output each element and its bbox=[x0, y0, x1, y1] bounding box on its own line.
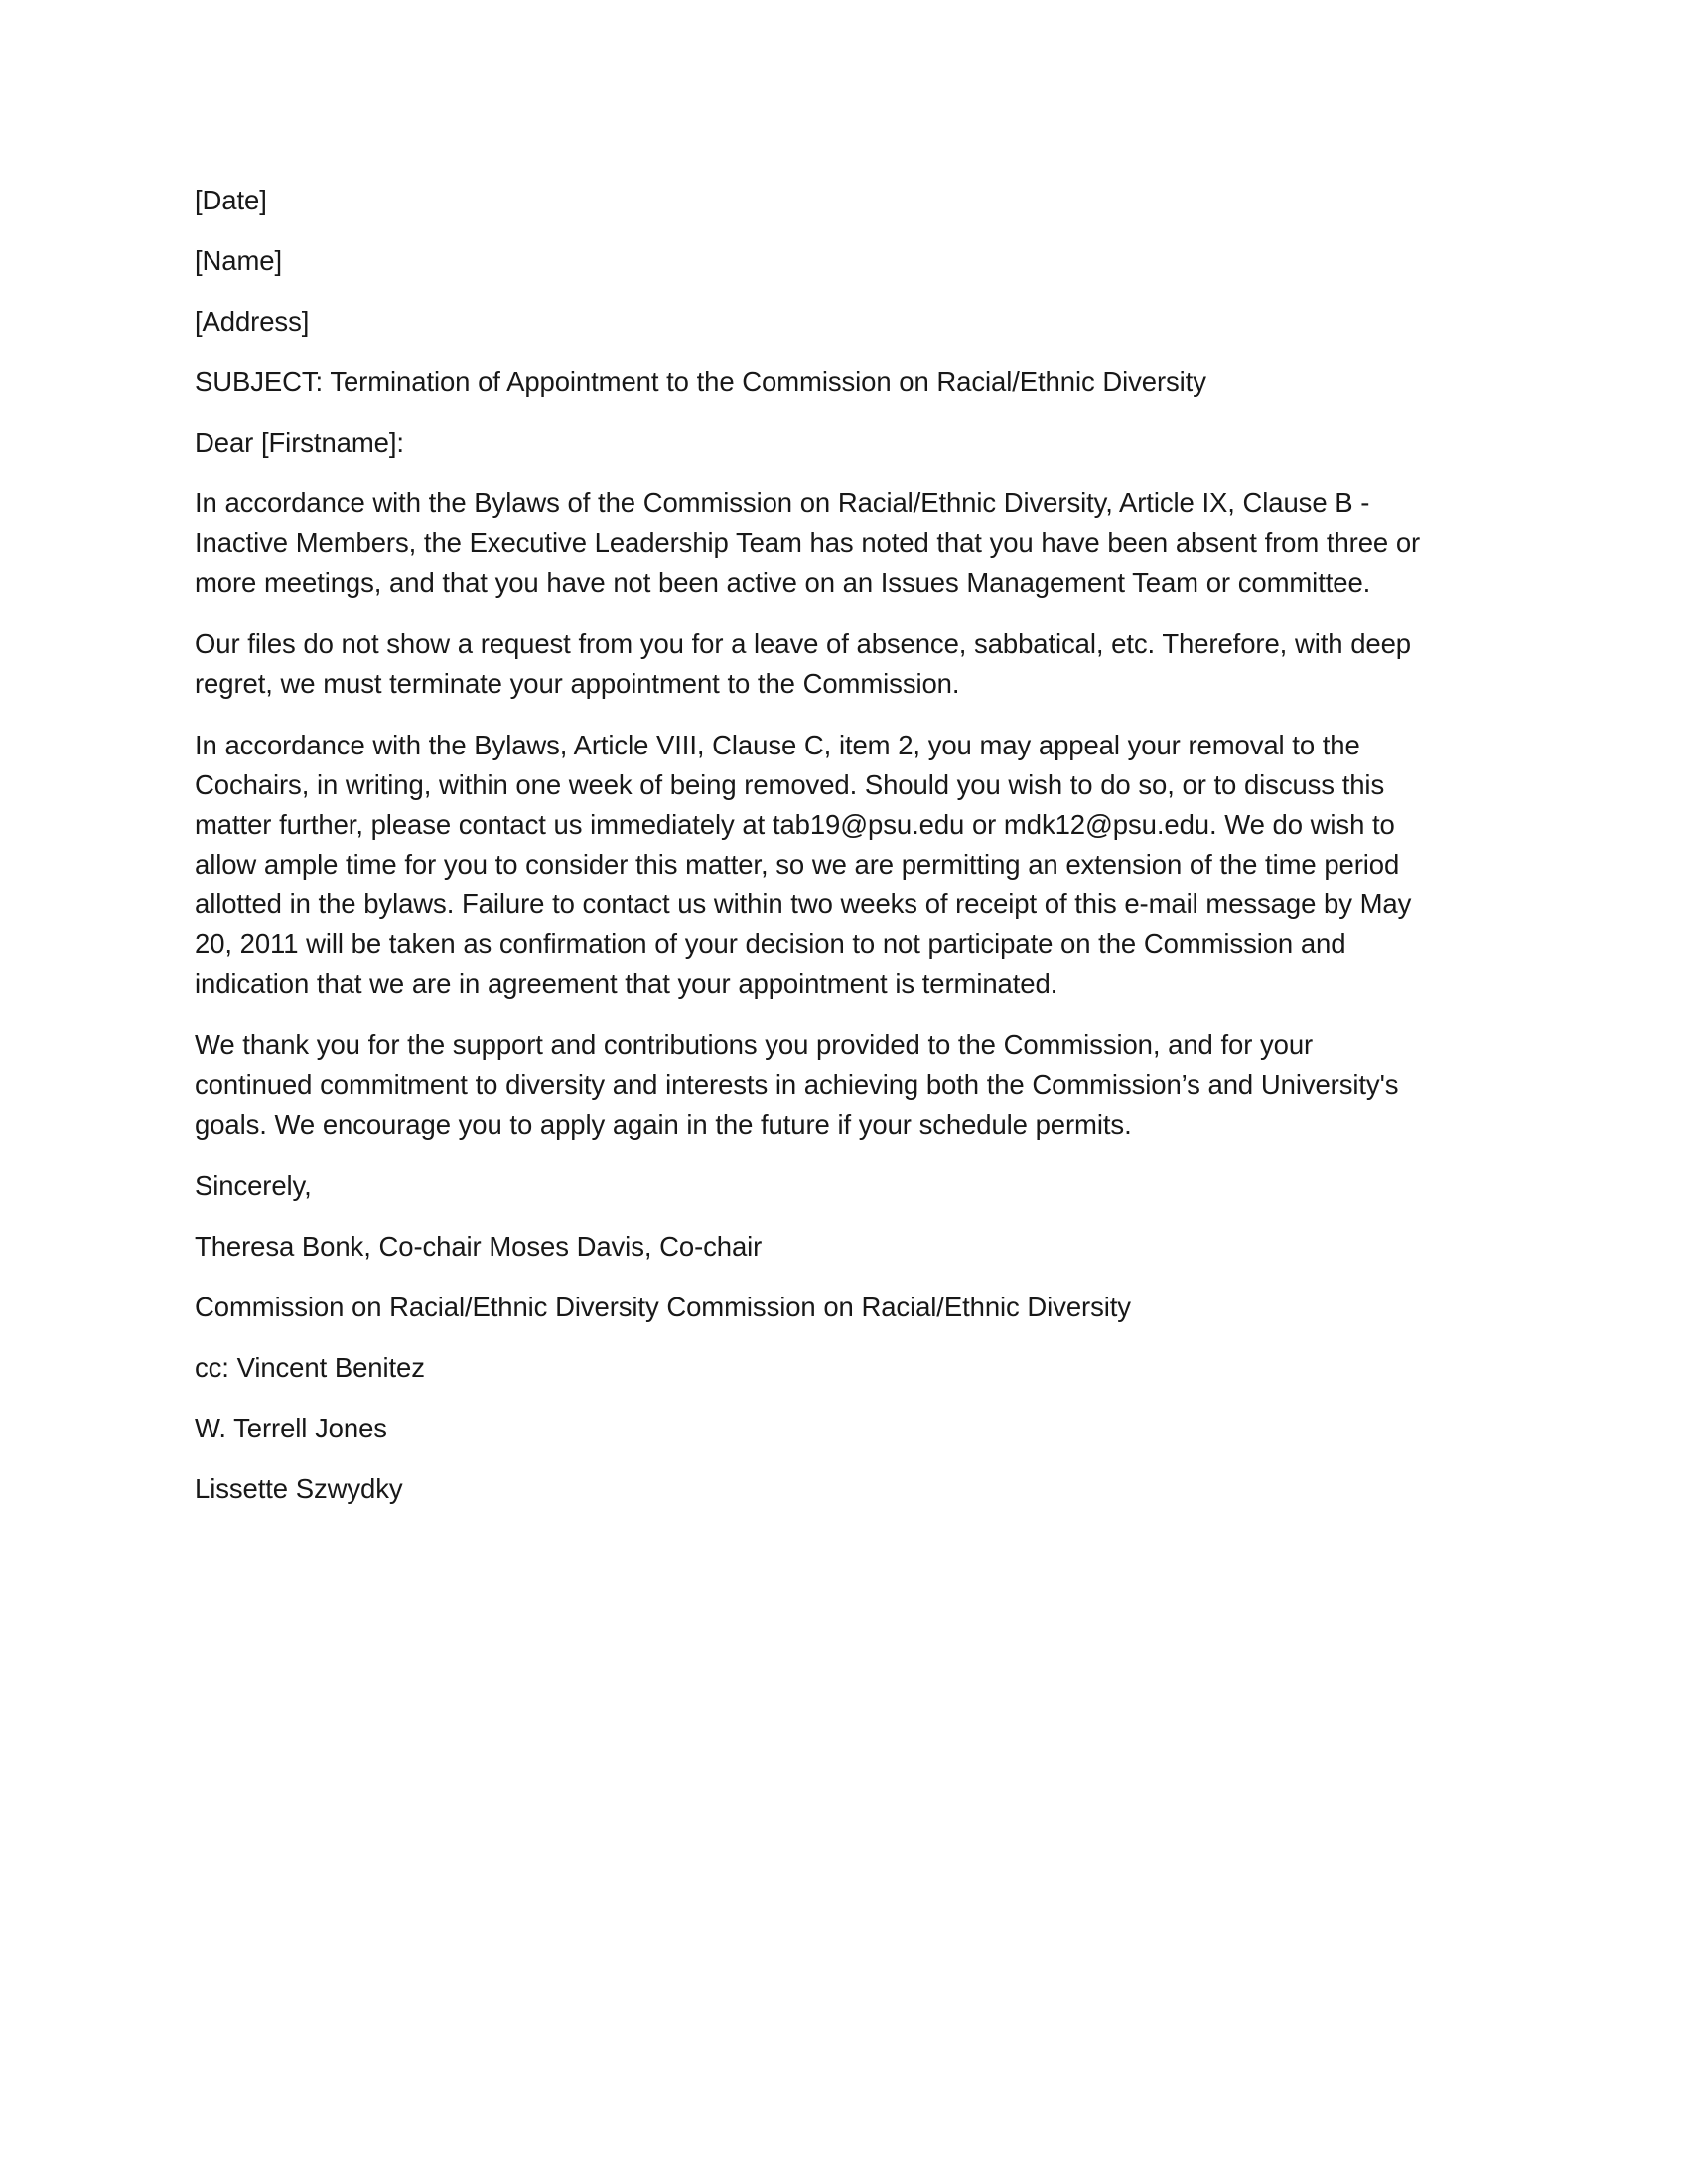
body-paragraph-3: In accordance with the Bylaws, Article VIII, Clause C, item 2, you may appeal your removal to the Cochairs, in writing, within one week of being removed. Should you wish to do so, or to discuss this matter further, please contact us immediately at tab19@psu.edu or mdk12@psu.edu. We do wish to allow ample time for you to consider this matter, so we are permitting an extension of the time period allotted in the bylaws. Failure to contact us within two weeks of receipt of this e-mail message by May 20, 2011 will be taken as confirmation of your decision to not participate on the Commission and indication that we are in agreement that your appointment is terminated. bbox=[195, 730, 1412, 999]
address-line: [Address] bbox=[195, 306, 310, 337]
closing-line: Sincerely, bbox=[195, 1170, 312, 1201]
name-line: [Name] bbox=[195, 245, 283, 276]
body-paragraph-1: In accordance with the Bylaws of the Commission on Racial/Ethnic Diversity, Article IX, Clause B - Inactive Members, the Executive Leadership Team has noted that you have been absent from three or more meetings, and that you have not been active on an Issues Management Team or committee. bbox=[195, 487, 1421, 598]
date-line: [Date] bbox=[195, 185, 267, 215]
signature-names-line: Theresa Bonk, Co-chair Moses Davis, Co-chair bbox=[195, 1231, 763, 1262]
cc-recipient-1: cc: Vincent Benitez bbox=[195, 1352, 425, 1383]
body-paragraph-2: Our files do not show a request from you for a leave of absence, sabbatical, etc. Therefore, with deep regret, we must terminate your appointment to the Commission. bbox=[195, 628, 1411, 699]
cc-recipient-3: Lissette Szwydky bbox=[195, 1473, 403, 1504]
salutation-line: Dear [Firstname]: bbox=[195, 427, 404, 458]
cc-recipient-2: W. Terrell Jones bbox=[195, 1413, 387, 1443]
body-paragraph-4: We thank you for the support and contributions you provided to the Commission, and for your continued commitment to diversity and interests in achieving both the Commission’s and University's goals. We encourage you to apply again in the future if your schedule permits. bbox=[195, 1029, 1399, 1140]
letter-body bbox=[195, 181, 1446, 1530]
subject-line: SUBJECT: Termination of Appointment to the Commission on Racial/Ethnic Diversity bbox=[195, 366, 1206, 397]
signature-organizations-line: Commission on Racial/Ethnic Diversity Commission on Racial/Ethnic Diversity bbox=[195, 1292, 1131, 1322]
